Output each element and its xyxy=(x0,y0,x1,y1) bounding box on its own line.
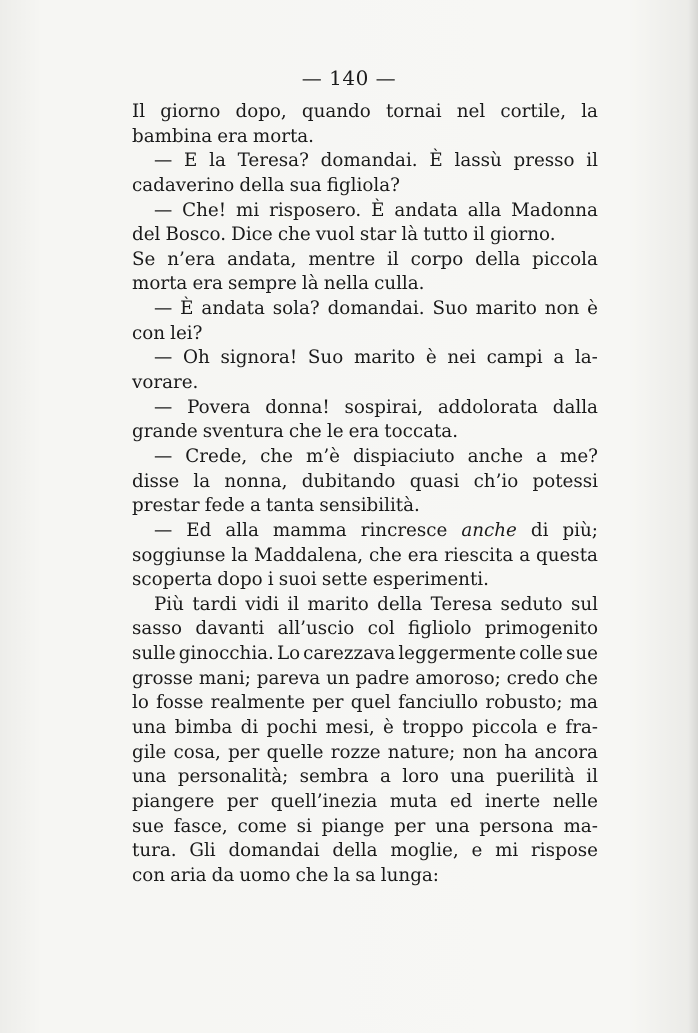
text-line: sue fasce, come si piange per una persona ma- xyxy=(132,815,598,837)
text-line: piangere per quell’inezia muta ed inerte nelle xyxy=(132,790,598,812)
text-line: tura. Gli domandai della moglie, e mi rispose xyxy=(132,840,598,862)
text-line: Il giorno dopo, quando tornai nel cortile, la xyxy=(132,101,598,122)
text-line: Più tardi vidi il marito della Teresa seduto sul xyxy=(154,593,598,615)
text-line: una bimba di pochi mesi, è troppo piccola e fra- xyxy=(132,717,598,739)
text-line: — Povera donna! sospirai, addolorata dalla xyxy=(154,396,598,418)
text-line: bambina era morta. xyxy=(132,125,314,147)
text-line: — Crede, che m’è dispiaciuto anche a me? xyxy=(154,445,598,467)
text-line: grosse mani; pareva un padre amoroso; credo che xyxy=(132,667,598,689)
text-line: sulle ginocchia. Lo carezzava leggermente colle sue xyxy=(132,643,598,665)
text-line: con aria da uomo che la sa lunga: xyxy=(132,864,439,886)
text-line: cadaverino della sua figliola? xyxy=(132,174,400,196)
text-line: soggiunse la Maddalena, che era riescita a questa xyxy=(132,544,598,566)
text-line: — Che! mi risposero. È andata alla Madonna xyxy=(154,199,598,221)
text-line: sasso davanti all’uscio col figliolo primogenito xyxy=(132,618,598,640)
text-line: — Ed alla mamma rincresce anche di più; xyxy=(154,519,598,541)
text-line: morta era sempre là nella culla. xyxy=(132,273,425,295)
text-line: scoperta dopo i suoi sette esperimenti. xyxy=(132,569,489,591)
text-line: una personalità; sembra a loro una puerilità il xyxy=(132,766,598,788)
text-line: — Oh signora! Suo marito è nei campi a la- xyxy=(154,347,598,369)
text-line: gile cosa, per quelle rozze nature; non ha ancora xyxy=(132,741,598,763)
text-line: prestar fede a tanta sensibilità. xyxy=(132,495,420,517)
text-line: disse la nonna, dubitando quasi ch’io potessi xyxy=(132,470,598,492)
body-text xyxy=(132,100,598,889)
page-edge-shadow xyxy=(688,0,698,1033)
text-line: — È andata sola? domandai. Suo marito non è xyxy=(154,298,598,320)
text-line: grande sventura che le era toccata. xyxy=(132,421,459,443)
text-line: Se n’era andata, mentre il corpo della piccola xyxy=(132,248,598,270)
text-line: — E la Teresa? domandai. È lassù presso il xyxy=(154,150,598,172)
text-line: con lei? xyxy=(132,322,203,344)
text-line: del Bosco. Dice che vuol star là tutto il giorno. xyxy=(132,224,556,246)
page-number: — 140 — xyxy=(301,66,397,90)
text-line: vorare. xyxy=(132,372,199,394)
text-line: lo fosse realmente per quel fanciullo robusto; ma xyxy=(132,692,598,714)
